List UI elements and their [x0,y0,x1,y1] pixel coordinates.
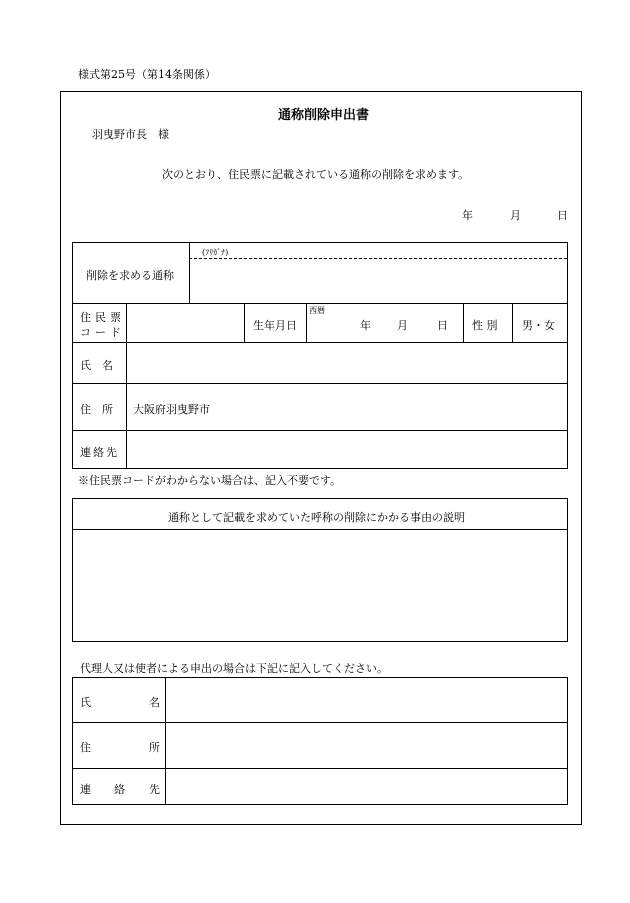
proxy-contact-label-a: 連 [80,783,91,796]
gender-label: 性 別 [472,319,498,332]
name-field[interactable] [128,345,566,381]
proxy-name-label-b: 名 [149,696,160,709]
proxy-contact-label-b: 絡 [114,783,125,796]
page-title: 通称削除申出書 [278,108,370,123]
contact-label: 連絡先 [80,446,119,459]
birth-day-label: 日 [437,319,448,332]
resident-code-label: 住民票 [80,311,125,324]
furigana-label: (ﾌﾘｶﾞﾅ) [202,248,229,257]
era-label: 西暦 [309,306,325,315]
contact-field[interactable] [128,432,566,467]
furigana-dashed-line [189,258,567,259]
col-divider [189,242,190,304]
row-divider [72,342,568,343]
proxy-note: 代理人又は使者による申出の場合は下記に記入してください。 [80,662,388,675]
name-to-delete-field[interactable] [192,262,566,302]
row-divider [72,768,568,769]
name-to-delete-label: 削除を求める通称 [86,269,174,282]
proxy-address-field[interactable] [167,724,566,767]
proxy-address-label-b: 所 [149,741,160,754]
col-divider [165,677,166,805]
resident-code-label-2: コード [80,326,125,339]
note-text: ※住民票コードがわからない場合は、記入不要です。 [78,474,342,487]
reason-header: 通称として記載を求めていた呼称の削除にかかる事由の説明 [168,511,465,524]
proxy-name-field[interactable] [167,679,566,721]
name-label: 氏 名 [80,359,113,372]
gender-options[interactable]: 男・女 [522,319,555,332]
row-divider [72,383,568,384]
col-divider [126,303,127,469]
proxy-contact-label-c: 先 [149,783,160,796]
proxy-contact-field[interactable] [167,770,566,803]
date-month-label: 月 [510,209,521,222]
address-field[interactable]: 大阪府羽曳野市 [133,403,210,416]
proxy-name-label-a: 氏 [80,696,91,709]
col-divider [244,303,245,343]
resident-code-field[interactable] [128,305,242,341]
col-divider [306,303,307,343]
col-divider [512,303,513,343]
address-label: 住 所 [80,403,113,416]
reason-divider [72,529,568,530]
addressee: 羽曳野市長 様 [92,128,169,141]
proxy-address-label-a: 住 [80,741,91,754]
date-year-label: 年 [462,209,473,222]
intro-text: 次のとおり、住民票に記載されている通称の削除を求めます。 [162,168,470,181]
reason-field[interactable] [74,531,566,640]
birth-month-label: 月 [397,319,408,332]
birth-year-label: 年 [360,319,371,332]
row-divider [72,430,568,431]
col-divider [463,303,464,343]
row-divider [72,303,568,304]
date-day-label: 日 [557,209,568,222]
form-number: 様式第25号（第14条関係） [78,68,216,81]
birthdate-label: 生年月日 [253,319,297,332]
row-divider [72,722,568,723]
